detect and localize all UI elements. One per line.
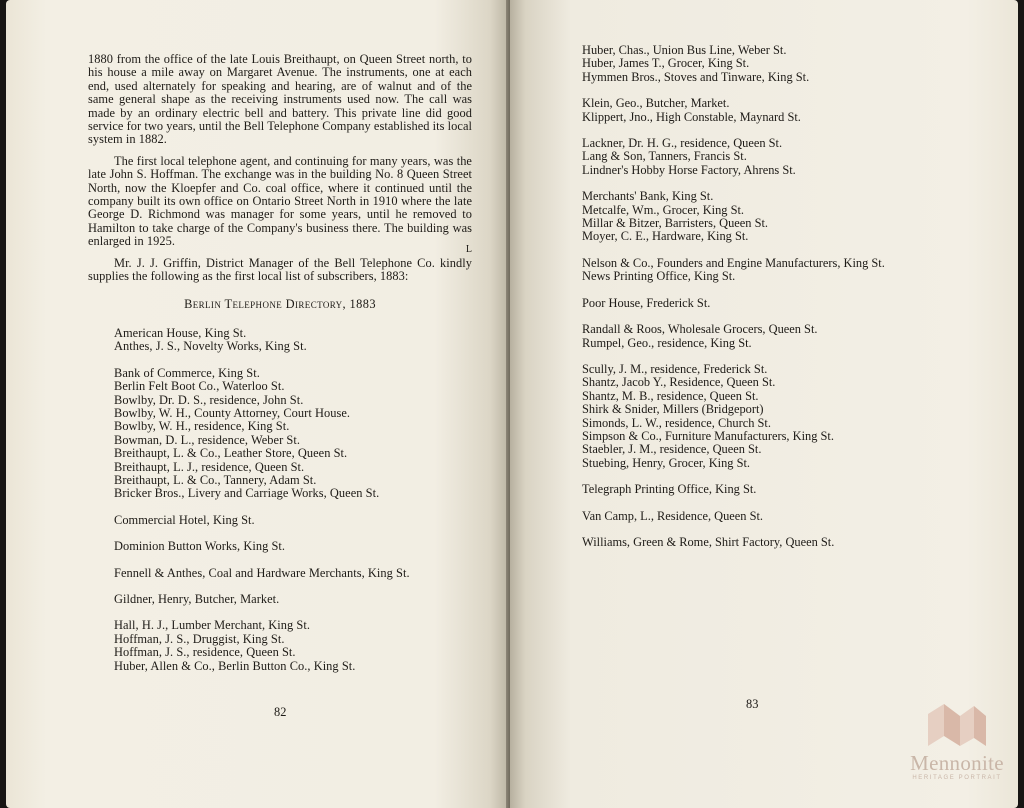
directory-entry: Klippert, Jno., High Constable, Maynard St. [582,109,801,124]
directory-list-left [88,327,472,673]
directory-entry: Lackner, Dr. H. G., residence, Queen St. [582,136,783,151]
directory-group [114,514,472,527]
left-page [6,0,510,808]
directory-group [582,44,992,84]
page-number-right: 83 [746,697,759,711]
directory-group [582,510,992,523]
directory-group [582,97,992,124]
directory-entry: Hall, H. J., Lumber Merchant, King St. [114,618,310,633]
directory-entry: Stuebing, Henry, Grocer, King St. [582,455,751,470]
directory-entry: Bricker Bros., Livery and Carriage Works, Queen St. [114,486,380,501]
directory-group [582,483,992,496]
directory-entry: Lang & Son, Tanners, Francis St. [582,149,747,164]
directory-entry: Staebler, J. M., residence, Queen St. [582,442,762,457]
directory-entry: Bowman, D. L., residence, Weber St. [114,432,300,447]
directory-entry: Berlin Felt Boot Co., Waterloo St. [114,379,285,394]
directory-entry: Bowlby, W. H., County Attorney, Court House. [114,405,351,420]
directory-entry: Poor House, Frederick St. [582,295,711,310]
directory-entry: Huber, James T., Grocer, King St. [582,56,750,71]
directory-entry: Hoffman, J. S., residence, Queen St. [114,645,296,660]
directory-entry: Moyer, C. E., Hardware, King St. [582,229,749,244]
directory-entry: Bowlby, W. H., residence, King St. [114,419,290,434]
directory-entry: Bowlby, Dr. D. S., residence, John St. [114,392,304,407]
directory-entry: Huber, Allen & Co., Berlin Button Co., King St. [114,658,356,673]
directory-entry: Breithaupt, L. J., residence, Queen St. [114,459,305,474]
directory-entry: News Printing Office, King St. [582,269,736,284]
directory-group [114,619,472,673]
directory-entry: Anthes, J. S., Novelty Works, King St. [114,339,307,354]
directory-entry: Telegraph Printing Office, King St. [582,482,757,497]
directory-entry: Breithaupt, L. & Co., Leather Store, Queen St. [114,446,348,461]
directory-entry: Shantz, Jacob Y., Residence, Queen St. [582,375,776,390]
directory-entry: Gildner, Henry, Butcher, Market. [114,592,280,606]
directory-entry: Shirk & Snider, Millers (Bridgeport) [582,402,764,417]
right-page [510,0,1018,808]
directory-group [582,536,992,549]
directory-group [114,593,472,606]
directory-entry: Simonds, L. W., residence, Church St. [582,415,771,430]
directory-entry: Van Camp, L., Residence, Queen St. [582,508,764,523]
mennonite-heritage-watermark [896,700,1018,800]
directory-group [582,363,992,470]
directory-entry: Shantz, M. B., residence, Queen St. [582,388,759,403]
directory-entry: American House, King St. [114,325,247,340]
directory-group [114,367,472,501]
directory-entry: Huber, Chas., Union Bus Line, Weber St. [582,43,787,57]
watermark-name: Mennonite [910,751,1004,775]
paragraph-2-text: The first local telephone agent, and continuing for many years, was the late John S. Hoffman. The exchange was in the building No. 8 Queen Street North, now the Kloepfer and Co. coal office, where it continued until the company built its own office on Ontario Street North in 1910 where the late George D. Richmond was manager for some years, until he removed to Hamilton to take charge of the Company's business there. The building was enlarged in 1925. [88,153,472,249]
directory-entry: Fennell & Anthes, Coal and Hardware Merchants, King St. [114,565,410,580]
directory-entry: Scully, J. M., residence, Frederick St. [582,361,768,376]
directory-entry: Metcalfe, Wm., Grocer, King St. [582,202,745,217]
directory-group [114,327,472,354]
directory-entry: Hymmen Bros., Stoves and Tinware, King St. [582,69,810,84]
directory-entry: Klein, Geo., Butcher, Market. [582,96,730,111]
directory-entry: Commercial Hotel, King St. [114,512,255,527]
paragraph-2: The first local telephone agent, and continuing for many years, was the late John S. Hoffman. The exchange was in the building No. 8 Queen Street North, now the Kloepfer and Co. coal office, where it continued until the company built its own office on Ontario Street North in 1910 where the late George D. Richmond was manager for some years, until he removed to Hamilton to take charge of the Company's business there. The building was enlarged in 1925. L [88,153,472,255]
directory-group [582,137,992,177]
directory-entry: Dominion Button Works, King St. [114,539,286,554]
directory-group [582,257,992,284]
directory-group [582,190,992,244]
directory-entry: Millar & Bitzer, Barristers, Queen St. [582,216,769,231]
directory-entry: Merchants' Bank, King St. [582,189,714,204]
page-number-left: 82 [274,705,287,719]
directory-entry: Williams, Green & Rome, Shirt Factory, Queen St. [582,534,835,549]
paragraph-3: Mr. J. J. Griffin, District Manager of the Bell Telephone Co. kindly supplies the following as the first local list of subscribers, 1883: [88,255,472,284]
directory-entry: Rumpel, Geo., residence, King St. [582,335,752,350]
directory-entry: Simpson & Co., Furniture Manufacturers, King St. [582,428,834,443]
heritage-logo-icon [922,700,992,750]
directory-entry: Randall & Roos, Wholesale Grocers, Queen St. [582,322,818,337]
directory-entry: Lindner's Hobby Horse Factory, Ahrens St. [582,162,796,177]
directory-entry: Hoffman, J. S., Druggist, King St. [114,631,285,646]
left-page-text [88,53,472,686]
directory-entry: Nelson & Co., Founders and Engine Manufacturers, King St. [582,255,885,270]
directory-heading: Berlin Telephone Directory, 1883 [184,296,376,311]
directory-list-right [582,44,992,562]
directory-group [114,567,472,580]
directory-group [582,323,992,350]
directory-group [582,297,992,310]
directory-group [114,540,472,553]
directory-entry: Bank of Commerce, King St. [114,365,260,380]
directory-entry: Breithaupt, L. & Co., Tannery, Adam St. [114,472,317,487]
watermark-subtitle: HERITAGE PORTRAIT [912,775,1002,781]
paragraph-1: 1880 from the office of the late Louis Breithaupt, on Queen Street north, to his house a mile away on Margaret Avenue. The instruments, one at each end, used alternately for speaking and hearing, are of walnut and of the same general shape as the receiving instruments used now. The call was made by an ordinary electric bell and battery. This private line did good service for two years, until the Bell Telephone Company established its local system in 1882. [88,52,473,147]
